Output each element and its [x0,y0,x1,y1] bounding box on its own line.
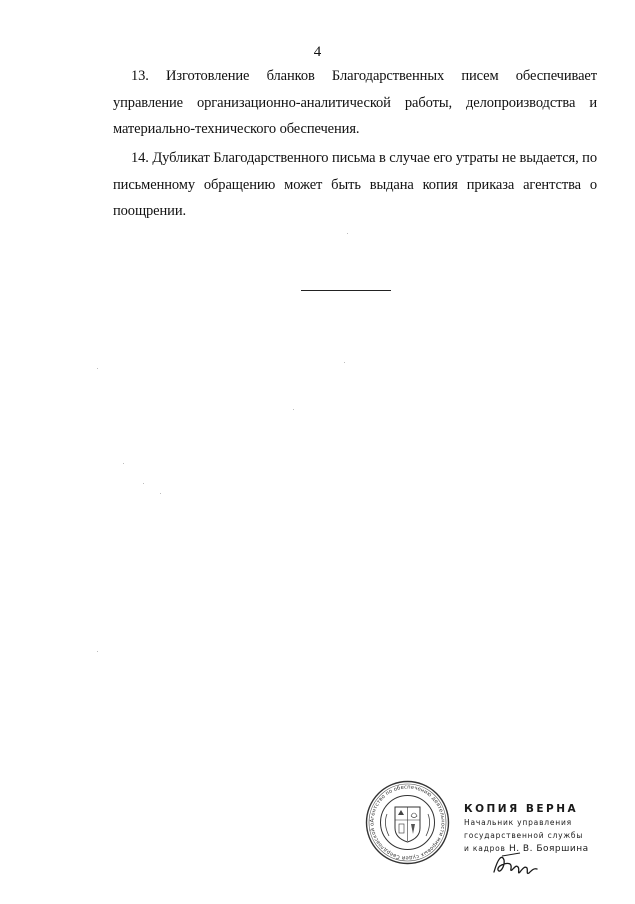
scan-speck [347,233,348,234]
paragraph-14: 14. Дубликат Благодарственного письма в случае его утраты не выдается, по письменному обращению может быть выдана копия приказа агентства о поощрении. [113,150,597,219]
stamp-position-line: Начальник управления [464,818,572,827]
signatory-name: Н. В. Бояршина [508,844,589,854]
stamp-heading: КОПИЯ ВЕРНА [464,803,579,815]
page-number: 4 [313,44,322,60]
stamp-prefix: и кадров [464,844,506,853]
stamp-name-line [464,842,624,856]
scan-speck [293,409,294,410]
stamp-department-line: государственной службы [464,831,584,840]
certification-stamp [464,803,624,856]
scan-speck [97,651,98,652]
official-seal [365,780,450,865]
scan-speck [97,368,98,369]
handwritten-signature [490,848,540,880]
paragraph-13: 13. Изготовление бланков Благодарственных писем обеспечивает управление организационно-аналитической работы, делопроизводства и материально-технического обеспечения. [113,68,597,137]
scan-speck [160,493,161,494]
svg-text:Агентство по обеспечению деяте: Агентство по обеспечению деятельности мировых судей Свердловской о [369,784,446,861]
scan-speck [143,483,144,484]
closing-rule [301,290,391,291]
scan-speck [123,463,124,464]
scan-speck [344,362,345,363]
